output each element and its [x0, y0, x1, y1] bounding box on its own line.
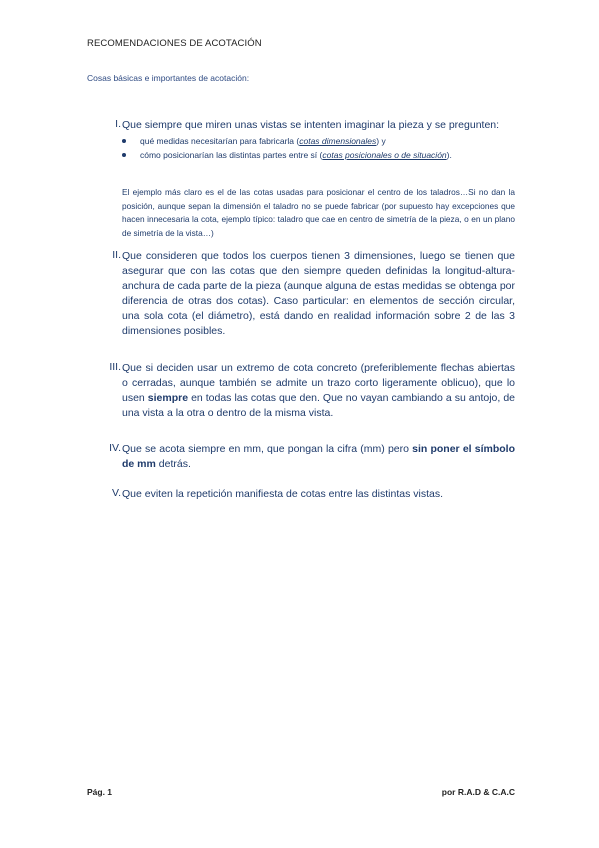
recommendation-3	[87, 361, 515, 423]
numeral: IV.	[109, 442, 121, 454]
footer-authors: por R.A.D & C.A.C	[441, 787, 515, 797]
text-after: en todas las cotas que den. Que no vayan cambiando a su antojo, de una vista a la otra o dentro de la misma vista.	[122, 392, 515, 419]
numeral: III.	[109, 361, 121, 373]
numeral: I.	[115, 118, 121, 130]
question-list	[122, 134, 515, 162]
text-before: Que si deciden usar un extremo de cota concreto (preferiblemente flechas abiertas o cerradas, aunque también se admite un trazo corto ligeramente oblicuo), que lo usen	[122, 362, 515, 404]
recommendation-text: Que siempre que miren unas vistas se intenten imaginar la pieza y se pregunten:	[122, 119, 500, 131]
cotas-posicionales-link[interactable]: cotas posicionales o de situación	[322, 150, 447, 160]
bullet-icon	[122, 139, 126, 143]
example-note: El ejemplo más claro es el de las cotas usadas para posicionar el centro de los taladros…Si no dan la posición, aunque sepan la dimensión el taladro no se puede fabricar (por supuesto hay excepciones que hacen innecesaria la cota, ejemplo típico: taladro que cae en centro de simetría de la pieza, o en un plano de simetría de la vista…)	[122, 187, 515, 238]
recommendation-text: Que eviten la repetición manifiesta de cotas entre las distintas vistas.	[122, 488, 443, 500]
recommendation-4	[87, 442, 515, 474]
list-item	[122, 134, 515, 148]
recommendation-5	[87, 487, 515, 503]
bullet-suffix: ).	[446, 150, 452, 160]
bullet-icon	[122, 153, 126, 157]
list-item	[122, 148, 515, 162]
bullet-prefix: cómo posicionarían las distintas partes entre sí (	[140, 150, 323, 160]
bullet-suffix: ) y	[376, 136, 386, 146]
emphasis-text: sin poner el símbolo de mm	[122, 443, 515, 470]
recommendation-text: Que consideren que todos los cuerpos tienen 3 dimensiones, luego se tienen que asegurar que con las cotas que den siempre queden definidas la longitud-altura-anchura de cada parte de la pieza (aunque alguna de estas medidas se obtenga por diferencia de otras dos cotas). Caso particular: en elementos de sección circular, una sola cota (el diámetro), está dando en realidad información sobre 2 de las 3 dimensiones posibles.	[122, 250, 515, 337]
page-number: Pág. 1	[87, 787, 113, 797]
recommendation-text	[122, 361, 515, 421]
recommendation-text	[122, 442, 515, 472]
recommendation-1	[87, 118, 515, 178]
numeral: II.	[112, 249, 121, 261]
numeral: V.	[112, 487, 121, 499]
cotas-dimensionales-link[interactable]: cotas dimensionales	[299, 136, 377, 146]
emphasis-text: siempre	[147, 392, 189, 404]
text-before: Que se acota siempre en mm, que pongan la cifra (mm) pero	[122, 443, 413, 455]
recommendation-2	[87, 249, 515, 339]
section-subtitle: Cosas básicas e importantes de acotación:	[87, 73, 250, 83]
bullet-prefix: qué medidas necesitarían para fabricarla (	[140, 136, 300, 146]
page-header-title: RECOMENDACIONES DE ACOTACIÓN	[87, 38, 262, 49]
text-after: detrás.	[155, 458, 191, 470]
